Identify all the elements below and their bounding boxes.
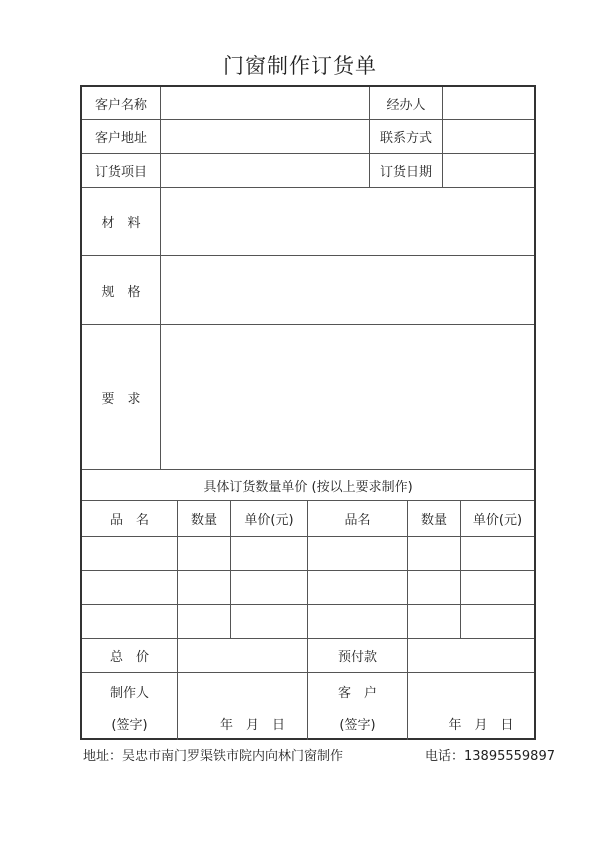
maker-date[interactable]: 年 月 日 [219, 717, 285, 733]
col-header-quantity-2: 数量 [420, 513, 447, 528]
customer-address-label: 客户地址 [94, 131, 147, 146]
form-title: 门窗制作订货单 [223, 54, 377, 78]
maker-sign-label: (签字) [111, 717, 148, 733]
order-item-field[interactable] [161, 154, 369, 187]
table-cell[interactable] [408, 571, 460, 604]
table-cell[interactable] [178, 571, 230, 604]
handler-field[interactable] [443, 87, 534, 119]
material-label: 材 料 [101, 216, 141, 231]
table-cell[interactable] [178, 537, 230, 570]
footer-phone: 电话：13895559897 [425, 749, 555, 764]
customer-name-field[interactable] [161, 87, 369, 119]
table-cell[interactable] [308, 537, 407, 570]
table-cell[interactable] [461, 571, 534, 604]
contact-label: 联系方式 [379, 131, 432, 146]
table-cell[interactable] [231, 605, 307, 638]
customer-address-field[interactable] [161, 120, 369, 153]
table-cell[interactable] [461, 537, 534, 570]
spec-field[interactable] [161, 256, 534, 324]
customer-name-label: 客户名称 [94, 97, 147, 113]
material-field[interactable] [161, 188, 534, 255]
table-cell[interactable] [82, 537, 177, 570]
requirement-label: 要 求 [101, 391, 141, 407]
table-cell[interactable] [231, 537, 307, 570]
col-header-unit-price: 单价(元) [244, 513, 294, 528]
prepay-label: 预付款 [337, 650, 377, 665]
maker-label: 制作人 [109, 685, 149, 701]
handler-label: 经办人 [386, 97, 426, 113]
customer-label: 客 户 [337, 685, 377, 701]
order-form [80, 85, 536, 740]
row-divider [82, 672, 534, 673]
spec-label: 规 格 [101, 284, 141, 300]
footer-address: 地址：吴忠市南门罗渠铁市院内向林门窗制作 [83, 749, 344, 764]
table-cell[interactable] [308, 571, 407, 604]
col-header-product-2: 品名 [344, 513, 371, 528]
table-cell[interactable] [82, 605, 177, 638]
col-header-quantity: 数量 [190, 513, 217, 528]
contact-field[interactable] [443, 120, 534, 153]
total-label: 总 价 [109, 650, 149, 665]
prepay-field[interactable] [408, 639, 534, 672]
order-item-label: 订货项目 [94, 165, 147, 180]
table-cell[interactable] [461, 605, 534, 638]
table-cell[interactable] [82, 571, 177, 604]
customer-sign-label: (签字) [339, 717, 376, 733]
order-date-field[interactable] [443, 154, 534, 187]
table-cell[interactable] [308, 605, 407, 638]
customer-date[interactable]: 年 月 日 [448, 717, 514, 733]
order-date-label: 订货日期 [379, 165, 432, 180]
section-title: 具体订货数量单价 (按以上要求制作) [203, 479, 413, 495]
table-cell[interactable] [408, 605, 460, 638]
table-cell[interactable] [231, 571, 307, 604]
total-field[interactable] [178, 639, 307, 672]
requirement-field[interactable] [161, 325, 534, 469]
col-header-product: 品 名 [109, 513, 149, 528]
table-cell[interactable] [408, 537, 460, 570]
col-header-unit-price-2: 单价(元) [472, 513, 523, 528]
table-cell[interactable] [178, 605, 230, 638]
